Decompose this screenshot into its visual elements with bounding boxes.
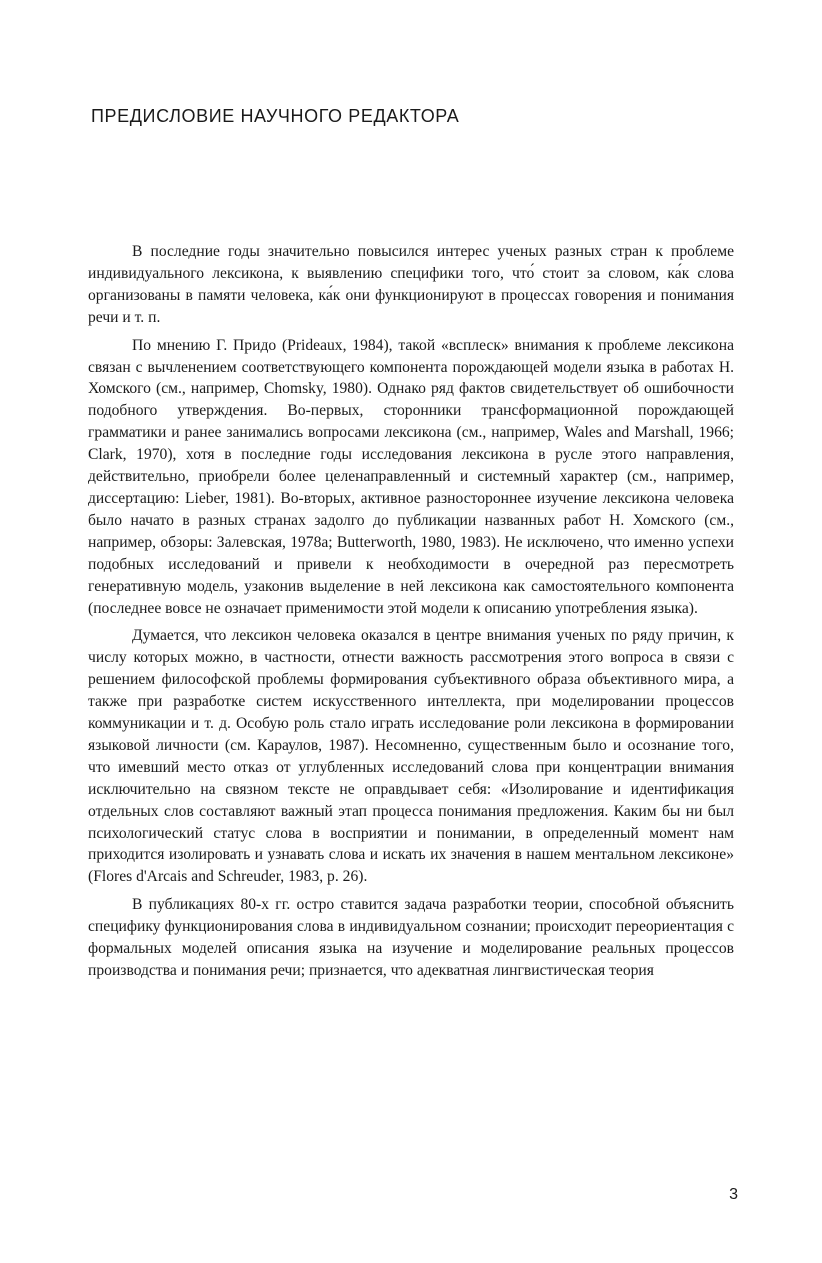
paragraph-3: Думается, что лексикон человека оказался в центре внимания ученых по ряду причин, к числу которых можно, в частности, отнести важность рассмотрения этого вопроса в связи с решением философской проблемы формирования субъективного образа объективного мира, а также при разработке систем искусственного интеллекта, при моделировании процессов коммуникации и т. д. Особую роль стало играть исследование роли лексикона в формировании языковой личности (см. Караулов, 1987). Несомненно, существенным было и осознание того, что имевший место отказ от углубленных исследований слова при концентрации внимания исключительно на связном тексте не оправдывает себя: «Изолирование и идентификация отдельных слов составляют важный этап процесса понимания предложения. Каким бы ни был психологический статус слова в восприятии и понимании, в определенный момент нам приходится изолировать и узнавать слова и искать их значения в нашем ментальном лексиконе» (Flores d'Arcais and Schreuder, 1983, p. 26). [88, 627, 734, 886]
paragraph-1: В последние годы значительно повысился интерес ученых разных стран к проблеме индивидуального лексикона, к выявлению специфики того, что́ стоит за словом, ка́к слова организованы в памяти человека, ка́к они функционируют в процессах говорения и понимания речи и т. п. [88, 243, 734, 326]
body-text [88, 241, 734, 982]
page-heading: ПРЕДИСЛОВИЕ НАУЧНОГО РЕДАКТОРА [91, 106, 460, 126]
paragraph-4: В публикациях 80-х гг. остро ставится задача разработки теории, способной объяснить специфику функционирования слова в индивидуальном сознании; происходит переориентация с формальных моделей описания языка на изучение и моделирование реальных процессов производства и понимания речи; признается, что адекватная лингвистическая теория [88, 896, 734, 979]
page-number: 3 [729, 1186, 738, 1203]
paragraph-2: По мнению Г. Придо (Prideaux, 1984), такой «всплеск» внимания к проблеме лексикона связан с вычленением соответствующего компонента порождающей модели языка в работах Н. Хомского (см., например, Chomsky, 1980). Однако ряд фактов свидетельствует об ошибочности подобного утверждения. Во-первых, сторонники трансформационной порождающей грамматики и ранее занимались вопросами лексикона (см., например, Wales and Marshall, 1966; Clark, 1970), хотя в последние годы исследования лексикона в русле этого направления, действительно, приобрели более целенаправленный и системный характер (см., например, диссертацию: Lieber, 1981). Во-вторых, активное разностороннее изучение лексикона человека было начато в разных странах задолго до публикации названных работ Н. Хомского (см., например, обзоры: Залевская, 1978а; Butterworth, 1980, 1983). Не исключено, что именно успехи подобных исследований и привели к необходимости в очередной раз пересмотреть генеративную модель, узаконив выделение в ней лексикона как самостоятельного компонента (последнее вовсе не означает применимости этой модели к описанию употребления языка). [88, 336, 734, 617]
